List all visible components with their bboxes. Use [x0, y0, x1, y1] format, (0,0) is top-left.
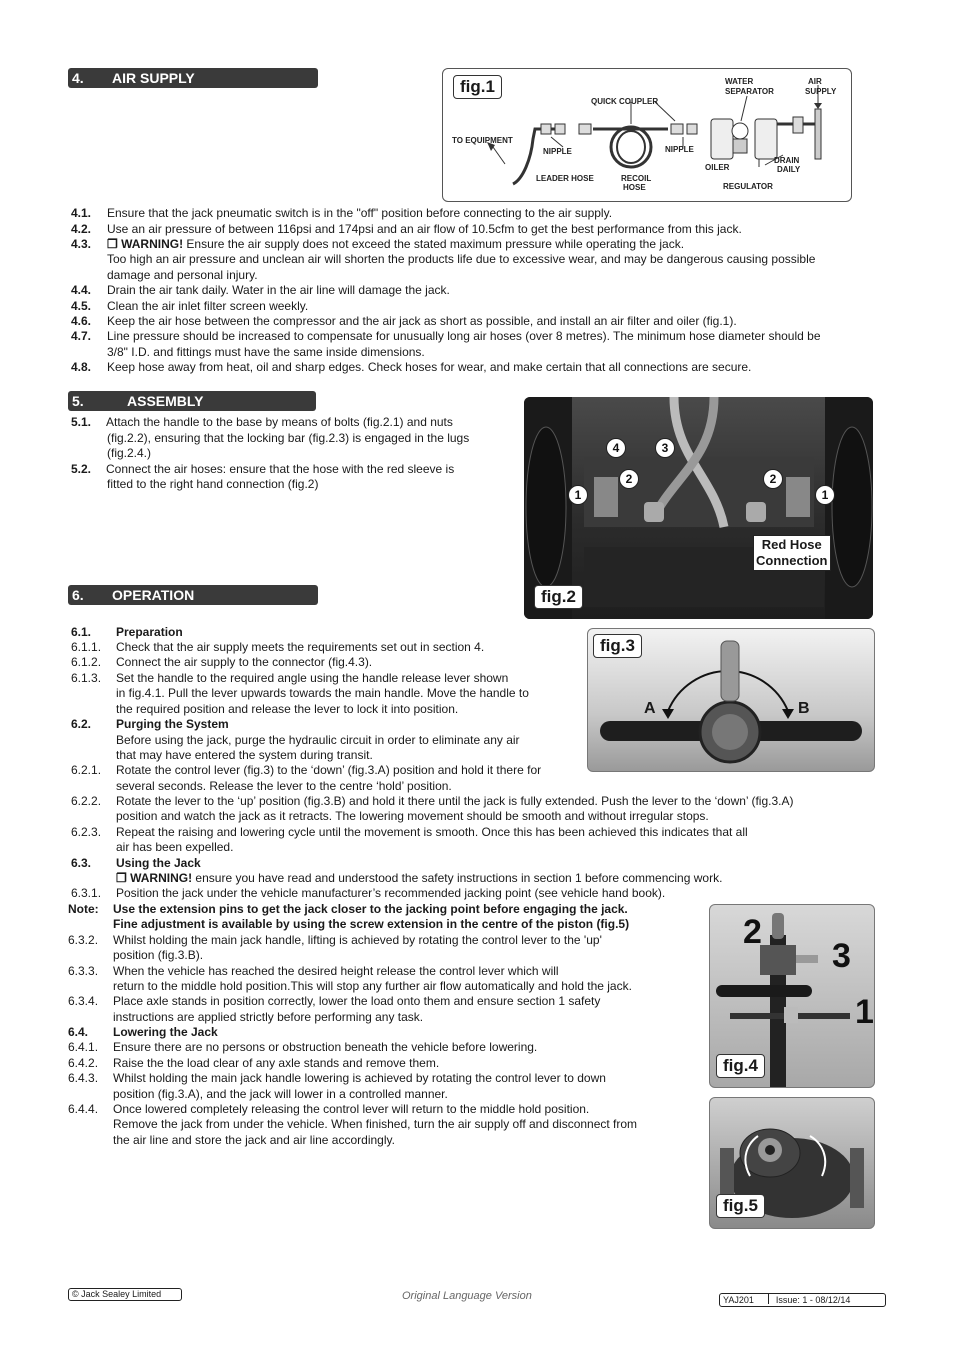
item-number: 6.2. — [71, 717, 92, 731]
item-number: 4.7. — [71, 329, 92, 343]
item-text-continuation: Too high an air pressure and unclean air will shorten the products life due to excessive wear, and may be dangerous causing possible — [107, 252, 816, 266]
fig3-photo — [587, 628, 875, 772]
fig1-text-separator: SEPARATOR — [725, 87, 774, 96]
fig2-callout — [753, 535, 831, 571]
note-text-continuation: Fine adjustment is available by using the screw extension in the centre of the piston (fig.5) — [113, 917, 630, 931]
item-title: Preparation — [116, 625, 183, 639]
item-text: Keep hose away from heat, oil and sharp edges. Check hoses for wear, and make certain that all connections are secure. — [107, 360, 752, 374]
fig1-label: fig.1 — [453, 75, 502, 99]
fig5-label: fig.5 — [716, 1194, 765, 1218]
section-title: AIR SUPPLY — [112, 70, 195, 86]
item-number: 6.3. — [71, 856, 92, 870]
fig1-text-regulator: REGULATOR — [723, 182, 773, 191]
section-number: 5. — [72, 393, 84, 409]
item-text: Ensure that the jack pneumatic switch is in the "off" position before connecting to the air supply. — [107, 206, 613, 220]
item-number: 6.3.3. — [68, 964, 99, 978]
fig1-text-nipple-left: NIPPLE — [543, 147, 572, 156]
item-number: 6.2.3. — [71, 825, 102, 839]
section-title: OPERATION — [112, 587, 195, 603]
fig3-label-b: B — [798, 700, 810, 717]
fig1-text-daily: DAILY — [777, 165, 801, 174]
fig2-callout-line1: Red Hose — [761, 537, 822, 552]
item-text: Rotate the lever to the ‘up’ position (fig.3.B) and hold it there until the jack is fully extended. Push the lever to the ‘down’ (fig.3.A) — [116, 794, 794, 808]
fig2-marker-4: 4 — [606, 438, 626, 458]
note-text: Use the extension pins to get the jack closer to the jacking point before engaging the jack. — [113, 902, 628, 916]
item-number: 4.1. — [71, 206, 92, 220]
item-number: 6.1.1. — [71, 640, 102, 654]
item-number: 6.1.2. — [71, 655, 102, 669]
item-number: 4.5. — [71, 299, 92, 313]
item-text: Position the jack under the vehicle manufacturer’s recommended jacking point (see vehicle hand book). — [116, 886, 666, 900]
warning-label: ❐ WARNING! — [107, 237, 184, 251]
item-text-continuation: in fig.4.1. Pull the lever upwards towards the main handle. Move the handle to — [116, 686, 529, 700]
item-text: Rotate the control lever (fig.3) to the ‘down’ (fig.3.A) position and hold it there for — [116, 763, 542, 777]
item-text-continuation: damage and personal injury. — [107, 268, 258, 282]
item-text: Clean the air inlet filter screen weekly. — [107, 299, 309, 313]
item-text: When the vehicle has reached the desired height release the control lever which will — [113, 964, 559, 978]
item-number: 4.2. — [71, 222, 92, 236]
item-text-continuation: the required position and release the lever to lock it into position. — [116, 702, 459, 716]
fig3-label-a: A — [644, 700, 656, 717]
item-number: 6.3.4. — [68, 994, 99, 1008]
item-number: 4.4. — [71, 283, 92, 297]
item-text-continuation: several seconds. Release the lever to the centre ‘hold’ position. — [116, 779, 452, 793]
item-text: Set the handle to the required angle using the handle release lever shown — [116, 671, 509, 685]
fig4-marker-2: 2 — [743, 913, 762, 951]
item-text-continuation: 3/8" I.D. and fittings must have the same inside dimensions. — [107, 345, 425, 359]
item-text: Ensure the air supply does not exceed the stated maximum pressure while operating the jack. — [183, 237, 685, 251]
item-text: Whilst holding the main jack handle, lifting is achieved by rotating the control lever to the 'up' — [113, 933, 602, 947]
item-number: 6.3.2. — [68, 933, 99, 947]
item-text-continuation: (fig.2.4.) — [107, 446, 152, 460]
footer-language-version: Original Language Version — [402, 1290, 532, 1302]
note-label: Note: — [68, 902, 99, 916]
fig1-text-water: WATER — [725, 77, 754, 86]
fig1-text-air: AIR — [808, 77, 822, 86]
item-number: 5.2. — [71, 462, 92, 476]
item-text: Drain the air tank daily. Water in the air line will damage the jack. — [107, 283, 450, 297]
footer-issue: Issue: 1 - 08/12/14 — [775, 1295, 851, 1305]
fig2-photo — [524, 397, 873, 619]
fig4-marker-1: 1 — [855, 993, 874, 1031]
item-title: Lowering the Jack — [113, 1025, 218, 1039]
section-header-assembly — [68, 391, 316, 411]
item-text-continuation: position (fig.3.A), and the jack will lower in a controlled manner. — [113, 1087, 448, 1101]
fig1-text-supply: SUPPLY — [805, 87, 837, 96]
item-number: 6.2.2. — [71, 794, 102, 808]
item-text-continuation: position and watch the jack as it retracts. The lowering movement should be smooth and without irregular stops. — [116, 809, 709, 823]
item-number: 6.4.4. — [68, 1102, 99, 1116]
section-header-air-supply — [68, 68, 318, 88]
item-text-continuation: (fig.2.2), ensuring that the locking bar (fig.2.3) is engaged in the lugs — [107, 431, 470, 445]
item-number: 4.3. — [71, 237, 92, 251]
fig1-diagram — [442, 68, 852, 202]
fig1-text-quick-coupler: QUICK COUPLER — [591, 97, 659, 106]
fig1-text-recoil: RECOIL — [621, 174, 652, 183]
fig1-drawing — [443, 69, 851, 201]
item-text-continuation: Remove the jack from under the vehicle. When finished, turn the air supply off and disconnect from — [113, 1117, 638, 1131]
item-text: Ensure there are no persons or obstruction beneath the vehicle before lowering. — [113, 1040, 538, 1054]
footer-model: YAJ201 — [723, 1295, 754, 1305]
item-number: 6.1.3. — [71, 671, 102, 685]
fig1-text-nipple-right: NIPPLE — [665, 145, 694, 154]
item-number: 6.4. — [68, 1025, 89, 1039]
fig1-text-hose: HOSE — [623, 183, 646, 192]
fig4-label: fig.4 — [716, 1054, 765, 1078]
item-text-continuation: position (fig.3.B). — [113, 948, 204, 962]
fig2-label: fig.2 — [534, 585, 583, 609]
item-text: Place axle stands in position correctly, lower the load onto them and ensure section 1 safety — [113, 994, 601, 1008]
item-number: 6.4.2. — [68, 1056, 99, 1070]
item-text-continuation: air has been expelled. — [116, 840, 234, 854]
item-text: Raise the the load clear of any axle stands and remove them. — [113, 1056, 440, 1070]
fig2-marker-1-right: 1 — [815, 485, 835, 505]
item-text: Whilst holding the main jack handle lowering is achieved by rotating the control lever to down — [113, 1071, 606, 1085]
warning-line — [116, 871, 722, 886]
item-text: Attach the handle to the base by means of bolts (fig.2.1) and nuts — [106, 415, 453, 429]
item-text-continuation: that may have entered the system during transit. — [116, 748, 373, 762]
warning-label: ❐ WARNING! — [116, 871, 193, 885]
item-text: Repeat the raising and lowering cycle until the movement is smooth. Once this has been achieved this indicates that all — [116, 825, 748, 839]
fig3-label: fig.3 — [593, 634, 642, 658]
section-header-operation — [68, 585, 318, 605]
item-number: 6.1. — [71, 625, 92, 639]
fig2-callout-line2: Connection — [756, 553, 828, 568]
item-text: Check that the air supply meets the requirements set out in section 4. — [116, 640, 485, 654]
item-number: 6.4.3. — [68, 1071, 99, 1085]
item-text: Connect the air hoses: ensure that the hose with the red sleeve is — [106, 462, 455, 476]
item-text-continuation: Before using the jack, purge the hydraulic circuit in order to eliminate any air — [116, 733, 520, 747]
footer-doc-info — [719, 1293, 886, 1307]
item-number: 4.6. — [71, 314, 92, 328]
item-text-continuation: fitted to the right hand connection (fig.2) — [107, 477, 319, 491]
item-title: Using the Jack — [116, 856, 201, 870]
section-title: ASSEMBLY — [127, 393, 204, 409]
item-number: 6.3.1. — [71, 886, 102, 900]
fig2-marker-1-left: 1 — [568, 485, 588, 505]
item-text: Keep the air hose between the compressor and the air jack as short as possible, and install an air filter and oiler (fig.1). — [107, 314, 737, 328]
item-text: Once lowered completely releasing the control lever will return to the middle hold position. — [113, 1102, 590, 1116]
item-number: 5.1. — [71, 415, 92, 429]
section-number: 6. — [72, 587, 84, 603]
item-text: Line pressure should be increased to compensate for unusually long air hoses (over 8 metres). The minimum hose diameter should be — [107, 329, 821, 343]
section-number: 4. — [72, 70, 84, 86]
fig4-photo — [709, 904, 875, 1088]
fig2-marker-3: 3 — [655, 438, 675, 458]
fig5-photo — [709, 1097, 875, 1229]
item-text: Connect the air supply to the connector (fig.4.3). — [116, 655, 373, 669]
item-number: 6.4.1. — [68, 1040, 99, 1054]
fig4-marker-3: 3 — [832, 937, 851, 975]
fig2-marker-2-right: 2 — [763, 469, 783, 489]
item-title: Purging the System — [116, 717, 229, 731]
footer-copyright: © Jack Sealey Limited — [68, 1288, 182, 1301]
warning-text: ensure you have read and understood the safety instructions in section 1 before commencing work. — [192, 871, 723, 885]
fig1-text-to-equipment: TO EQUIPMENT — [452, 136, 513, 145]
fig1-text-oiler: OILER — [705, 163, 730, 172]
item-number: 4.8. — [71, 360, 92, 374]
fig2-marker-2-left: 2 — [619, 469, 639, 489]
item-text-continuation: instructions are applied strictly before performing any task. — [113, 1010, 424, 1024]
fig1-text-drain: DRAIN — [774, 156, 800, 165]
item-text: Use an air pressure of between 116psi and 174psi and an air flow of 10.5cfm to get the best performance from this jack. — [107, 222, 742, 236]
item-text-continuation: return to the middle hold position.This will stop any further air flow automatically and hold the jack. — [113, 979, 632, 993]
fig1-text-leader-hose: LEADER HOSE — [536, 174, 594, 183]
item-text-continuation: the air line and store the jack and air line accordingly. — [113, 1133, 395, 1147]
item-number: 6.2.1. — [71, 763, 102, 777]
